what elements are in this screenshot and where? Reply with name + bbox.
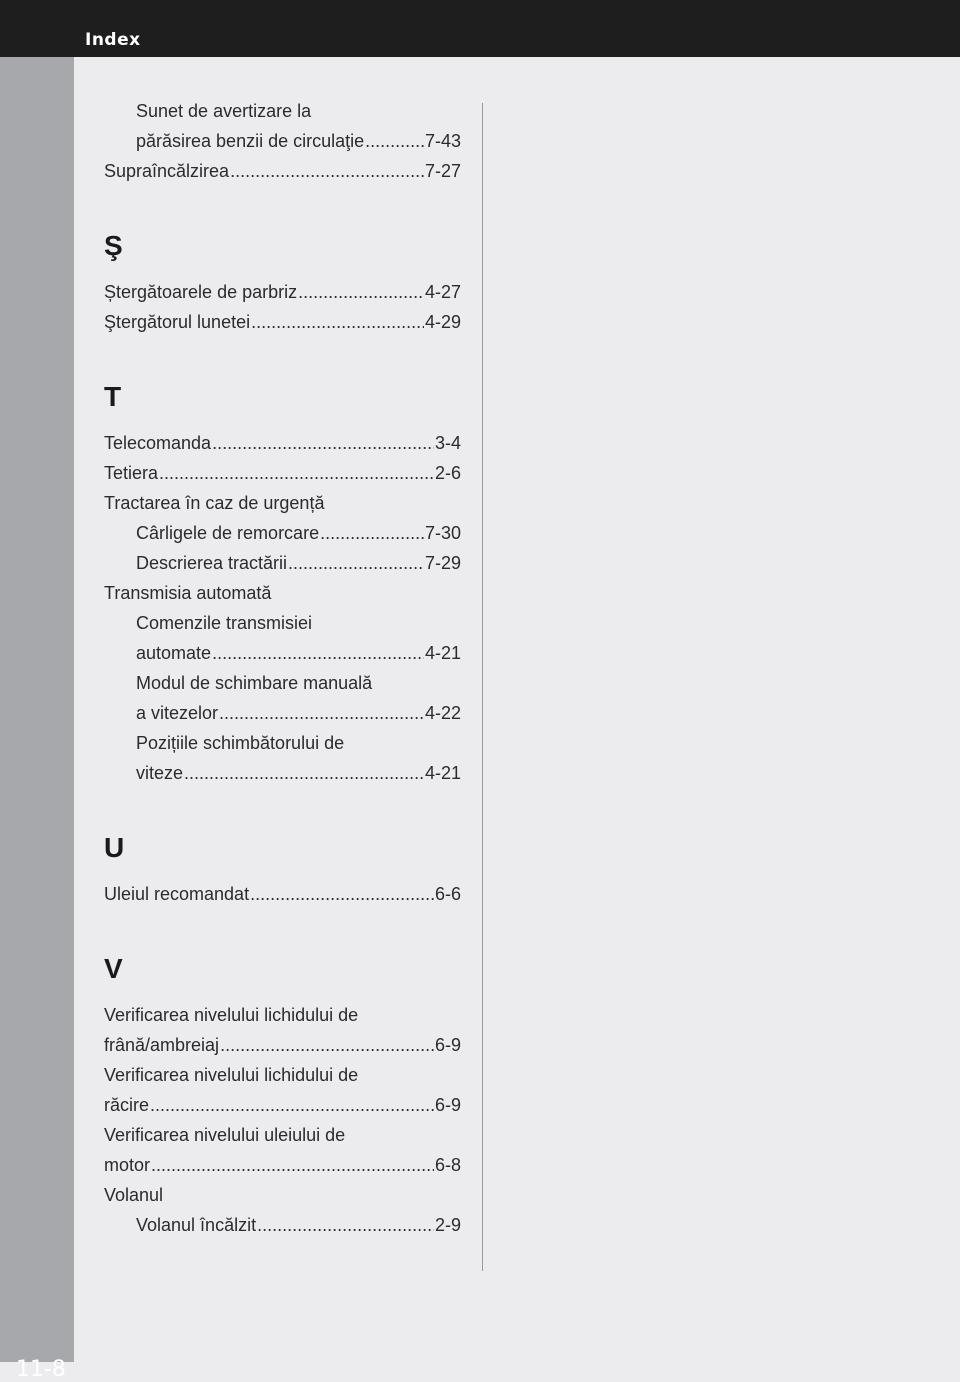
header-bar bbox=[0, 0, 960, 57]
index-column bbox=[104, 96, 461, 1240]
index-entry: motor ..... 6-8 bbox=[104, 1150, 461, 1180]
index-entry: Verificarea nivelului lichidului de bbox=[104, 1065, 359, 1085]
page-ref: 6-6 bbox=[434, 884, 461, 904]
column-divider bbox=[482, 103, 483, 1271]
header-title: Index bbox=[85, 30, 141, 50]
page-ref: 4-21 bbox=[424, 643, 461, 663]
page-ref: 6-9 bbox=[434, 1095, 461, 1115]
index-entry: Sunet de avertizare la bbox=[136, 101, 312, 121]
index-entry: Transmisia automată bbox=[104, 583, 272, 603]
index-entry: viteze ..... 4-21 bbox=[104, 758, 461, 788]
index-entry: Ştergătorul lunetei ..... 4-29 bbox=[104, 307, 461, 337]
index-entry: răcire ..... 6-9 bbox=[104, 1090, 461, 1120]
page-ref: 7-27 bbox=[424, 161, 461, 181]
index-entry: automate ..... 4-21 bbox=[104, 638, 461, 668]
index-entry: Comenzile transmisiei bbox=[136, 613, 313, 633]
page-ref: 6-8 bbox=[434, 1155, 461, 1175]
page-ref: 4-21 bbox=[424, 763, 461, 783]
page-ref: 2-9 bbox=[434, 1215, 461, 1235]
index-entry: Verificarea nivelului uleiului de bbox=[104, 1125, 346, 1145]
index-entry: Tractarea în caz de urgență bbox=[104, 493, 325, 513]
index-entry: a vitezelor ..... 4-22 bbox=[104, 698, 461, 728]
index-entry: Verificarea nivelului lichidului de bbox=[104, 1005, 359, 1025]
section-heading: T bbox=[104, 381, 122, 412]
page-ref: 7-30 bbox=[424, 523, 461, 543]
index-entry: Cârligele de remorcare ..... 7-30 bbox=[104, 518, 461, 548]
index-entry: Ștergătoarele de parbriz ..... 4-27 bbox=[104, 277, 461, 307]
page-ref: 2-6 bbox=[434, 463, 461, 483]
section-heading: U bbox=[104, 832, 125, 863]
section-heading: Ş bbox=[104, 230, 123, 261]
index-entry: Volanul bbox=[104, 1185, 164, 1205]
index-entry: părăsirea benzii de circulaţie ..... 7-43 bbox=[104, 126, 461, 156]
index-entry: Uleiul recomandat ..... 6-6 bbox=[104, 879, 461, 909]
index-entry: Telecomanda ..... 3-4 bbox=[104, 428, 461, 458]
index-entry: Descrierea tractării ..... 7-29 bbox=[104, 548, 461, 578]
index-entry: Supraîncălzirea ..... 7-27 bbox=[104, 156, 461, 186]
section-heading: V bbox=[104, 953, 123, 984]
page-ref: 3-4 bbox=[434, 433, 461, 453]
page-ref: 4-29 bbox=[424, 312, 461, 332]
page-ref: 7-29 bbox=[424, 553, 461, 573]
index-entry: frână/ambreiaj ..... 6-9 bbox=[104, 1030, 461, 1060]
page-number: 11-8 bbox=[16, 1357, 66, 1382]
index-entry: Tetiera ..... 2-6 bbox=[104, 458, 461, 488]
side-tab bbox=[0, 57, 74, 1382]
page-ref: 4-27 bbox=[424, 282, 461, 302]
index-entry: Modul de schimbare manuală bbox=[136, 673, 373, 693]
index-entry: Pozițiile schimbătorului de bbox=[136, 733, 345, 753]
page-ref: 7-43 bbox=[424, 131, 461, 151]
index-entry: Volanul încălzit ..... 2-9 bbox=[104, 1210, 461, 1240]
page-ref: 4-22 bbox=[424, 703, 461, 723]
page-ref: 6-9 bbox=[434, 1035, 461, 1055]
